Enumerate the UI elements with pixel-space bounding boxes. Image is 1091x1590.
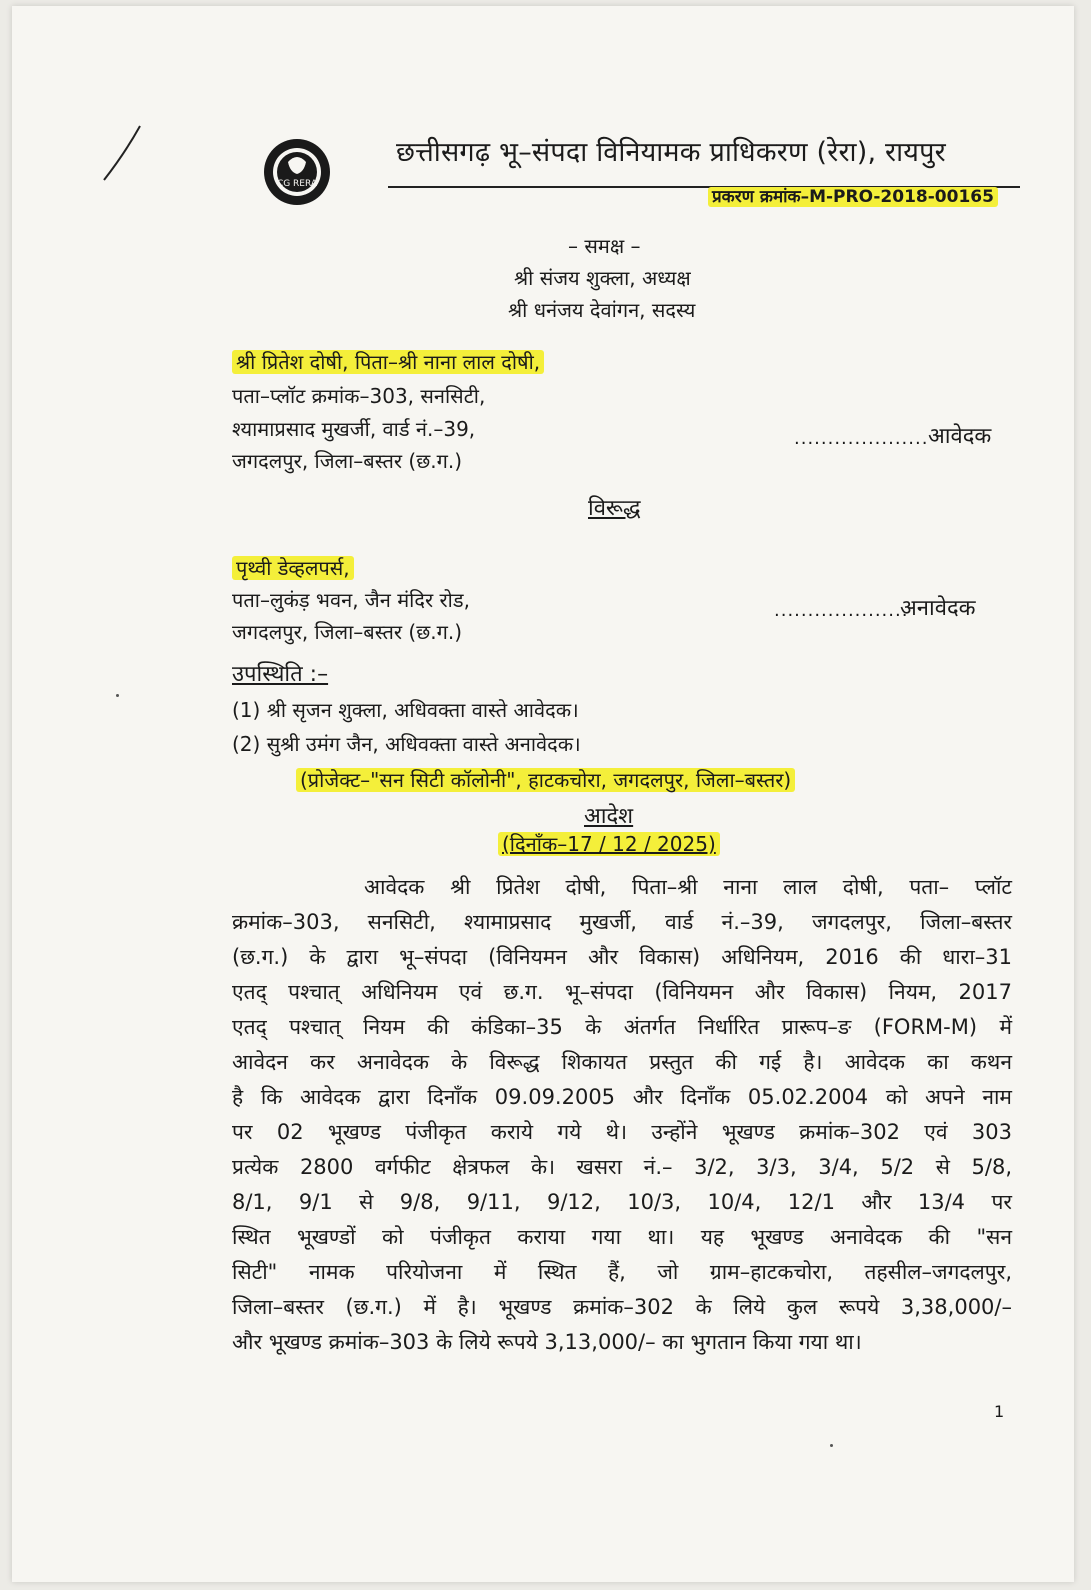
body-line: स्थित भूखण्डों को पंजीकृत कराया गया था। यह भूखण्ड अनावेदक की "सन [232,1225,1012,1249]
presence-item-1: (1) श्री सृजन शुक्ला, अधिवक्ता वास्ते आवेदक। [232,698,579,722]
respondent-role: अनावेदक [900,596,976,621]
order-date [498,830,720,857]
body-line: प्रत्येक 2800 वर्गफीट क्षेत्रफल के। खसरा नं.– 3/2, 3/3, 3/4, 5/2 से 5/8, [232,1155,1012,1179]
project-line [296,766,795,793]
applicant-name-text: श्री प्रितेश दोषी, पिता–श्री नाना लाल दोषी, [232,350,544,374]
body-line: (छ.ग.) के द्वारा भू–संपदा (विनियमन और विकास) अधिनियम, 2016 की धारा–31 [232,945,1012,969]
bench-member-member: श्री धनंजय देवांगन, सदस्य [508,298,696,322]
order-body-paragraph [232,870,1012,1360]
applicant-role: आवेदक [928,424,992,449]
respondent-name [232,554,354,581]
body-line: एतद् पश्चात् नियम की कंडिका–35 के अंतर्गत निर्धारित प्रारूप–ङ (FORM-M) में [232,1015,1012,1039]
document-page [12,6,1074,1582]
svg-text:CG RERA: CG RERA [276,179,318,189]
applicant-dots: .................... [794,428,929,449]
presence-heading: उपस्थिति :– [232,662,329,687]
order-date-text: (दिनाँक–17 / 12 / 2025) [498,832,720,856]
project-line-text: (प्रोजेक्ट–"सन सिटी कॉलोनी", हाटकचोरा, जगदलपुर, जिला–बस्तर) [296,768,795,792]
body-line: 8/1, 9/1 से 9/8, 9/11, 9/12, 10/3, 10/4, 12/1 और 13/4 पर [232,1190,1012,1214]
respondent-name-text: पृथ्वी डेव्हलपर्स, [232,556,354,580]
rera-logo [258,136,336,208]
respondent-address-line2: जगदलपुर, जिला–बस्तर (छ.ग.) [232,620,463,644]
authority-title: छत्तीसगढ़ भू–संपदा विनियामक प्राधिकरण (रेरा), रायपुर [396,137,946,168]
respondent-address-line1: पता–लुकंड़ भवन, जैन मंदिर रोड, [232,588,470,612]
page-number: 1 [994,1402,1005,1421]
bench-heading: – समक्ष – [568,234,641,258]
order-heading: आदेश [584,804,634,829]
body-line: और भूखण्ड क्रमांक–303 के लिये रूपये 3,13,000/– का भुगतान किया गया था। [232,1330,862,1354]
applicant-address-line1: पता–प्लॉट क्रमांक–303, सनसिटी, [232,384,486,408]
body-line: सिटी" नामक परियोजना में स्थित हैं, जो ग्राम–हाटकचोरा, तहसील–जगदलपुर, [232,1260,1012,1284]
body-line: पर 02 भूखण्ड पंजीकृत कराये गये थे। उन्होंने भूखण्ड क्रमांक–302 एवं 303 [232,1120,1012,1144]
versus-heading: विरूद्ध [588,496,641,521]
bench-member-chairman: श्री संजय शुक्ला, अध्यक्ष [514,266,691,290]
applicant-address-line3: जगदलपुर, जिला–बस्तर (छ.ग.) [232,449,463,473]
pen-stroke-mark [100,124,150,184]
body-line: है कि आवेदक द्वारा दिनाँक 09.09.2005 और दिनाँक 05.02.2004 को अपने नाम [232,1085,1012,1109]
paper-speck [116,694,119,697]
body-line: आवेदक श्री प्रितेश दोषी, पिता–श्री नाना लाल दोषी, पता– प्लॉट [364,875,1012,899]
case-number [708,184,998,207]
body-line: एतद् पश्चात् अधिनियम एवं छ.ग. भू–संपदा (विनियमन और विकास) नियम, 2017 [232,980,1012,1004]
case-number-text: प्रकरण क्रमांक–M-PRO-2018-00165 [708,187,998,207]
paper-speck [830,1444,833,1447]
respondent-dots: .................... [774,600,909,621]
presence-item-2: (2) सुश्री उमंग जैन, अधिवक्ता वास्ते अनावेदक। [232,732,581,756]
body-line: आवेदन कर अनावेदक के विरूद्ध शिकायत प्रस्तुत की गई है। आवेदक का कथन [232,1050,1012,1074]
body-line: क्रमांक–303, सनसिटी, श्यामाप्रसाद मुखर्जी, वार्ड नं.–39, जगदलपुर, जिला–बस्तर [232,910,1012,934]
body-line: जिला–बस्तर (छ.ग.) में है। भूखण्ड क्रमांक–302 के लिये कुल रूपये 3,38,000/– [232,1295,1012,1319]
applicant-name [232,348,544,375]
applicant-address-line2: श्यामाप्रसाद मुखर्जी, वार्ड नं.–39, [232,417,476,441]
